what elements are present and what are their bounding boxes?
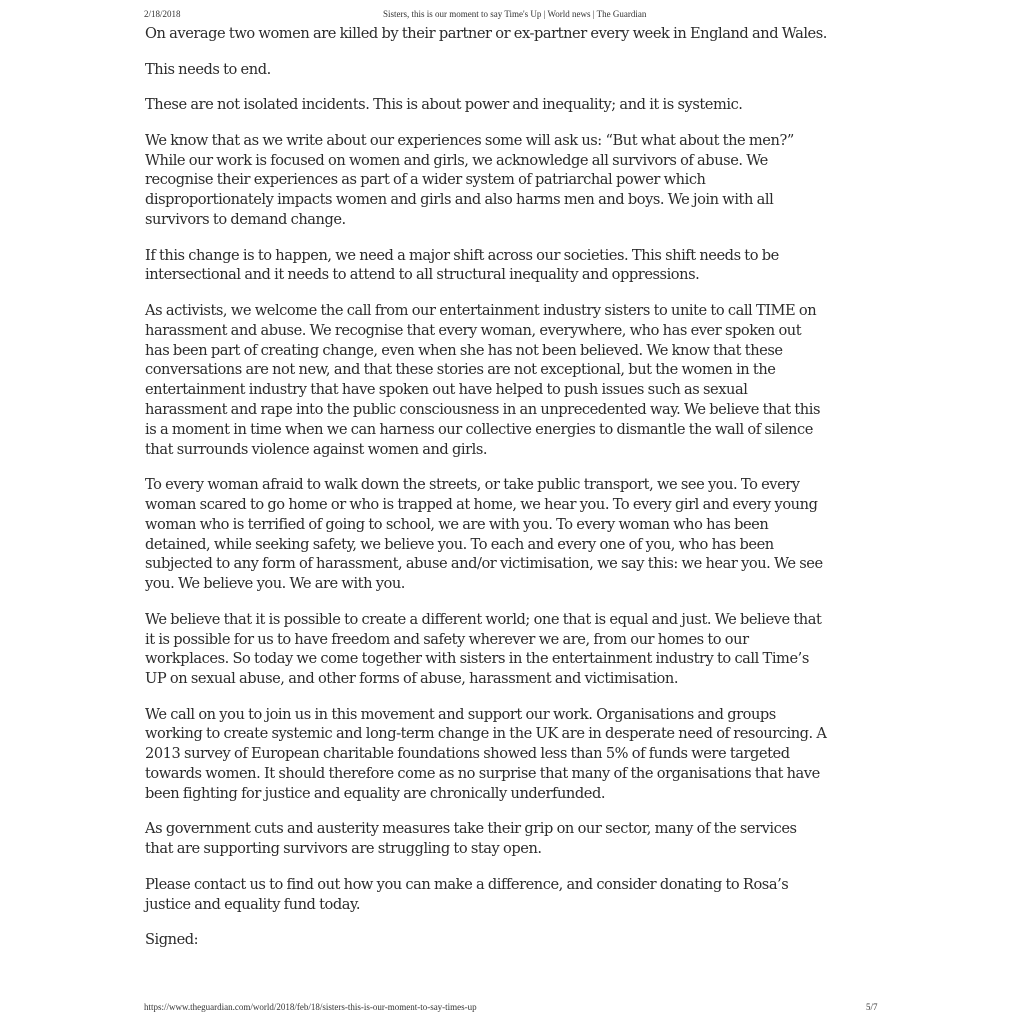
text-line: We believe that it is possible to create a different world; one that is equal and just. We believe that xyxy=(145,610,822,628)
text-line: As activists, we welcome the call from our entertainment industry sisters to unite to call TIME on xyxy=(145,301,817,319)
page-number: 5/7 xyxy=(866,1002,878,1012)
text-line: subjected to any form of harassment, abuse and/or victimisation, we say this: we hear you. We see xyxy=(145,555,823,573)
text-line: that surrounds violence against women and girls. xyxy=(145,440,488,458)
paragraph-2 xyxy=(145,60,885,80)
text-line: survivors to demand change. xyxy=(145,210,346,228)
text-line: workplaces. So today we come together with sisters in the entertainment industry to call Time’s xyxy=(145,650,809,668)
text-line: Please contact us to find out how you can make a difference, and consider donating to Rosa’s xyxy=(145,875,789,893)
signed-label xyxy=(145,930,885,950)
text-line: As government cuts and austerity measures take their grip on our sector, many of the services xyxy=(145,820,797,838)
paragraph-3 xyxy=(145,95,885,115)
text-line: We call on you to join us in this movement and support our work. Organisations and groups xyxy=(145,705,776,723)
text-line: towards women. It should therefore come as no surprise that many of the organisations that have xyxy=(145,765,820,783)
paragraph-7 xyxy=(145,475,885,594)
text-line: intersectional and it needs to attend to all structural inequality and oppressions. xyxy=(145,266,700,284)
text-line: has been part of creating change, even when she has not been believed. We know that these xyxy=(145,341,783,359)
text-line: To every woman afraid to walk down the streets, or take public transport, we see you. To every xyxy=(145,476,800,494)
text-line: been fighting for justice and equality are chronically underfunded. xyxy=(145,784,606,802)
text-line: woman who is terrified of going to school, we are with you. To every woman who has been xyxy=(145,515,769,533)
text-line: These are not isolated incidents. This is about power and inequality; and it is systemic. xyxy=(145,96,743,114)
text-line: If this change is to happen, we need a major shift across our societies. This shift needs to be xyxy=(145,246,779,264)
paragraph-5 xyxy=(145,246,885,286)
article-body xyxy=(145,24,885,966)
text-line: is a moment in time when we can harness our collective energies to dismantle the wall of silence xyxy=(145,420,813,438)
paragraph-4 xyxy=(145,131,885,230)
text-line: it is possible for us to have freedom and safety wherever we are, from our homes to our xyxy=(145,630,749,648)
paragraph-6 xyxy=(145,301,885,459)
text-line: woman scared to go home or who is trapped at home, we hear you. To every girl and every young xyxy=(145,495,818,513)
text-line: While our work is focused on women and girls, we acknowledge all survivors of abuse. We xyxy=(145,151,768,169)
text-line: you. We believe you. We are with you. xyxy=(145,575,405,593)
print-page-title: Sisters, this is our moment to say Time's Up | World news | The Guardian xyxy=(383,9,647,19)
print-date: 2/18/2018 xyxy=(144,9,181,19)
text-line: UP on sexual abuse, and other forms of abuse, harassment and victimisation. xyxy=(145,670,679,688)
text-line: disproportionately impacts women and girls and also harms men and boys. We join with all xyxy=(145,191,774,209)
text-line: conversations are not new, and that these stories are not exceptional, but the women in the xyxy=(145,361,776,379)
text-line: harassment and abuse. We recognise that every woman, everywhere, who has ever spoken out xyxy=(145,321,802,339)
text-line: harassment and rape into the public consciousness in an unprecedented way. We believe that this xyxy=(145,400,820,418)
text-line: On average two women are killed by their partner or ex-partner every week in England and Wales. xyxy=(145,25,827,42)
paragraph-10 xyxy=(145,819,885,859)
paragraph-1 xyxy=(145,24,885,44)
text-line: entertainment industry that have spoken out have helped to push issues such as sexual xyxy=(145,381,748,399)
paragraph-11 xyxy=(145,875,885,915)
text-line: Signed: xyxy=(145,931,199,949)
paragraph-9 xyxy=(145,705,885,804)
paragraph-8 xyxy=(145,610,885,689)
text-line: that are supporting survivors are struggling to stay open. xyxy=(145,840,542,858)
text-line: 2013 survey of European charitable foundations showed less than 5% of funds were targeted xyxy=(145,745,790,763)
text-line: We know that as we write about our experiences some will ask us: “But what about the men?” xyxy=(145,131,794,149)
text-line: justice and equality fund today. xyxy=(145,895,361,913)
text-line: recognise their experiences as part of a wider system of patriarchal power which xyxy=(145,171,706,189)
print-source-url: https://www.theguardian.com/world/2018/feb/18/sisters-this-is-our-moment-to-say-times-up xyxy=(144,1002,477,1012)
text-line: This needs to end. xyxy=(145,60,271,78)
text-line: detained, while seeking safety, we believe you. To each and every one of you, who has been xyxy=(145,535,774,553)
text-line: working to create systemic and long-term change in the UK are in desperate need of resourcing. A xyxy=(145,725,827,743)
